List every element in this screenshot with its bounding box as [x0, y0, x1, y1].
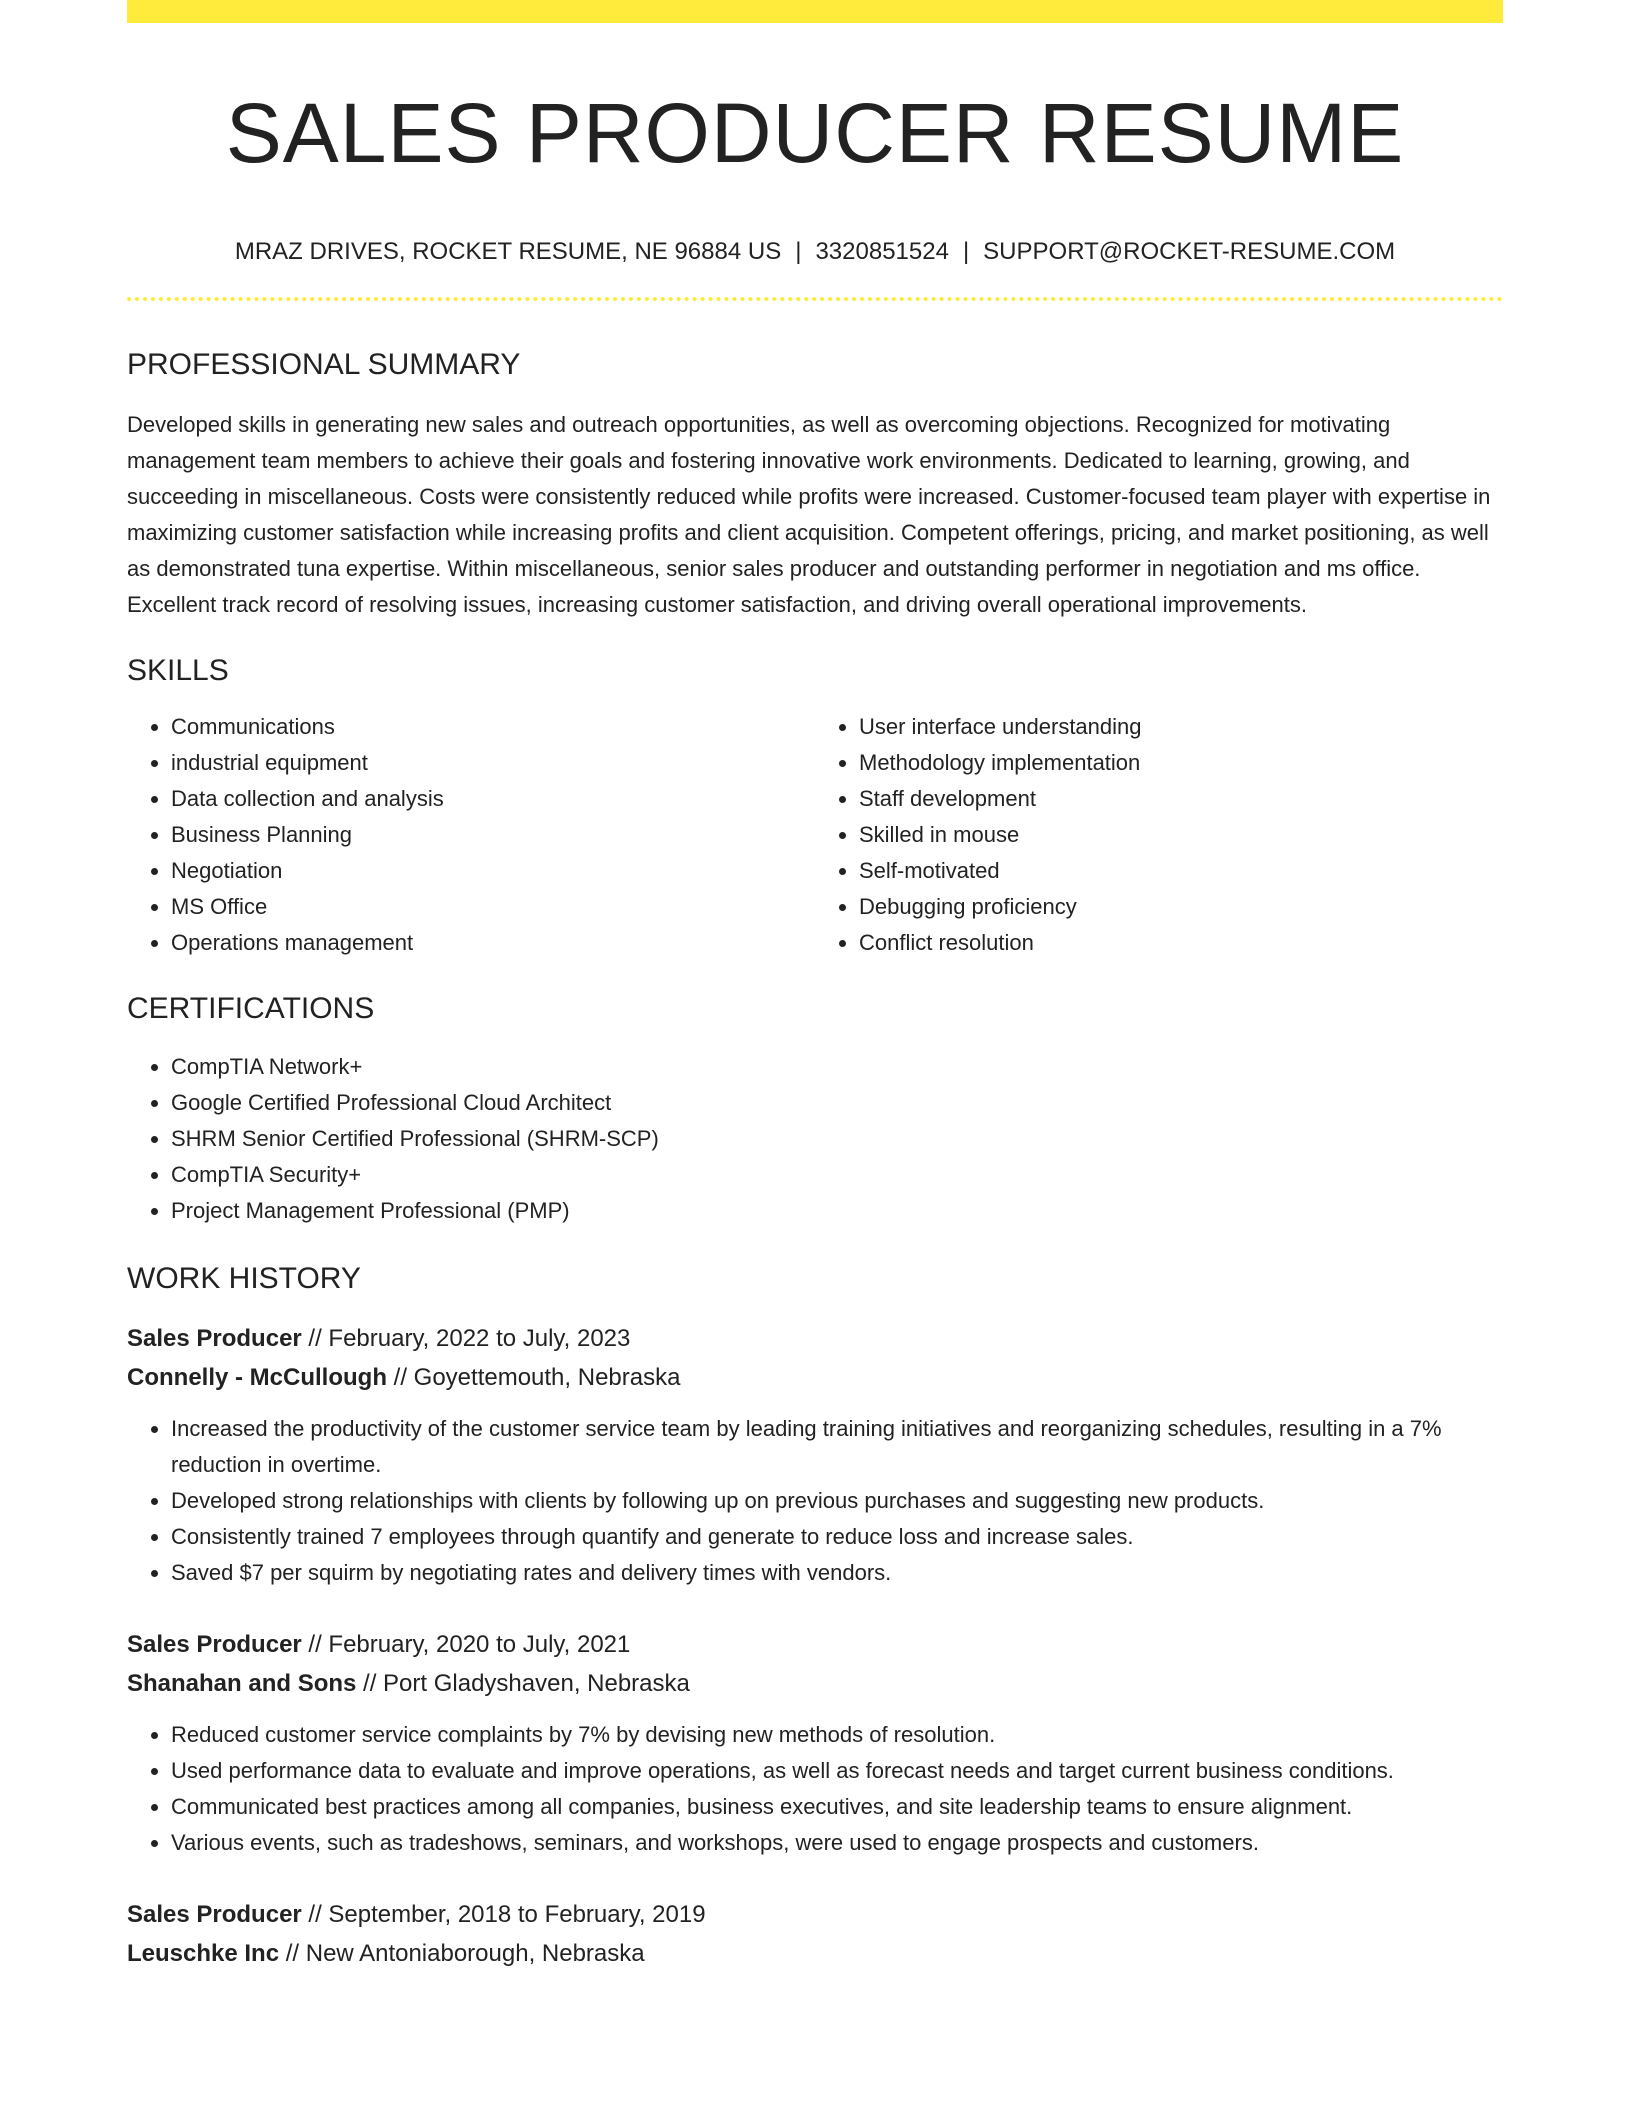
job-company-line — [127, 1934, 1503, 1973]
job-bullet: • Saved $7 per squirm by negotiating rates and delivery times with vendors. — [171, 1555, 1503, 1591]
skill-item: • Skilled in mouse — [859, 817, 1503, 853]
skill-item: • Methodology implementation — [859, 745, 1503, 781]
job-title: Sales Producer — [127, 1631, 302, 1658]
job-location: // Port Gladyshaven, Nebraska — [356, 1670, 690, 1697]
skill-item: • MS Office — [171, 889, 815, 925]
contact-phone: 3320851524 — [815, 238, 949, 265]
resume-page — [127, 0, 1503, 1973]
certification-item: • CompTIA Network+ — [171, 1049, 1503, 1085]
skill-item: • Conflict resolution — [859, 925, 1503, 961]
contact-separator: | — [962, 238, 970, 265]
skill-item: • Debugging proficiency — [859, 889, 1503, 925]
skills-grid — [127, 709, 1503, 961]
job-bullet: • Reduced customer service complaints by 7% by devising new methods of resolution. — [171, 1717, 1503, 1753]
job-company: Leuschke Inc — [127, 1940, 280, 1967]
job-company: Connelly - McCullough — [127, 1364, 387, 1391]
job-bullet: • Increased the productivity of the customer service team by leading training initiatives and reorganizing schedules, resulting in a 7% reduction in overtime. — [171, 1411, 1503, 1483]
job-dates: // September, 2018 to February, 2019 — [301, 1901, 706, 1928]
summary-heading: PROFESSIONAL SUMMARY — [127, 348, 521, 381]
contact-email: SUPPORT@ROCKET-RESUME.COM — [983, 238, 1396, 265]
skills-heading: SKILLS — [127, 654, 229, 687]
job-bullet: • Developed strong relationships with clients by following up on previous purchases and suggesting new products. — [171, 1483, 1503, 1519]
certification-item: • Google Certified Professional Cloud Architect — [171, 1085, 1503, 1121]
skills-list-left — [127, 709, 815, 961]
job-entry — [127, 1625, 1503, 1861]
skill-item: • Self-motivated — [859, 853, 1503, 889]
job-bullet: • Various events, such as tradeshows, seminars, and workshops, were used to engage prospects and customers. — [171, 1825, 1503, 1861]
job-bullet: • Used performance data to evaluate and improve operations, as well as forecast needs and target current business conditions. — [171, 1753, 1503, 1789]
job-company-line — [127, 1664, 1503, 1703]
contact-line — [127, 237, 1503, 267]
certification-item: • CompTIA Security+ — [171, 1157, 1503, 1193]
certification-item: • Project Management Professional (PMP) — [171, 1193, 1503, 1229]
summary-text: Developed skills in generating new sales and outreach opportunities, as well as overcoming objections. Recognized for motivating management team members to achieve their goals and fostering innovative work environments. Dedicated to learning, growing, and succeeding in miscellaneous. Costs were consistently reduced while profits were increased. Customer-focused team player with expertise in maximizing customer satisfaction while increasing profits and client acquisition. Competent offerings, pricing, and market positioning, as well as demonstrated tuna expertise. Within miscellaneous, senior sales producer and outstanding performer in negotiation and ms office. Excellent track record of resolving issues, increasing customer satisfaction, and driving overall operational improvements. — [127, 412, 1491, 617]
dotted-divider — [127, 297, 1503, 301]
job-entry — [127, 1319, 1503, 1591]
contact-address: MRAZ DRIVES, ROCKET RESUME, NE 96884 US — [234, 238, 782, 265]
job-entry — [127, 1895, 1503, 1973]
job-company-line — [127, 1358, 1503, 1397]
skill-item: • User interface understanding — [859, 709, 1503, 745]
job-dates: // February, 2020 to July, 2021 — [301, 1631, 631, 1658]
job-company: Shanahan and Sons — [127, 1670, 357, 1697]
job-dates: // February, 2022 to July, 2023 — [301, 1325, 631, 1352]
skills-list-right — [815, 709, 1503, 961]
job-bullet: • Consistently trained 7 employees through quantify and generate to reduce loss and increase sales. — [171, 1519, 1503, 1555]
skill-item: • Communications — [171, 709, 815, 745]
job-title-line — [127, 1895, 1503, 1934]
job-title: Sales Producer — [127, 1901, 302, 1928]
skill-item: • industrial equipment — [171, 745, 815, 781]
skill-item: • Operations management — [171, 925, 815, 961]
resume-title: SALES PRODUCER RESUME — [225, 86, 1405, 180]
accent-top-bar — [127, 0, 1503, 23]
job-title-line — [127, 1319, 1503, 1358]
skill-item: • Business Planning — [171, 817, 815, 853]
skill-item: • Negotiation — [171, 853, 815, 889]
certification-item: • SHRM Senior Certified Professional (SHRM-SCP) — [171, 1121, 1503, 1157]
job-bullet: • Communicated best practices among all companies, business executives, and site leadership teams to ensure alignment. — [171, 1789, 1503, 1825]
job-bullets — [127, 1717, 1503, 1861]
certifications-heading: CERTIFICATIONS — [127, 992, 375, 1025]
job-bullets — [127, 1411, 1503, 1591]
skill-item: • Data collection and analysis — [171, 781, 815, 817]
work-history-heading: WORK HISTORY — [127, 1262, 361, 1295]
job-location: // Goyettemouth, Nebraska — [386, 1364, 681, 1391]
contact-separator: | — [795, 238, 802, 265]
skill-item: • Staff development — [859, 781, 1503, 817]
certifications-list — [127, 1049, 1503, 1229]
job-title: Sales Producer — [127, 1325, 302, 1352]
job-location: // New Antoniaborough, Nebraska — [279, 1940, 645, 1967]
job-title-line — [127, 1625, 1503, 1664]
